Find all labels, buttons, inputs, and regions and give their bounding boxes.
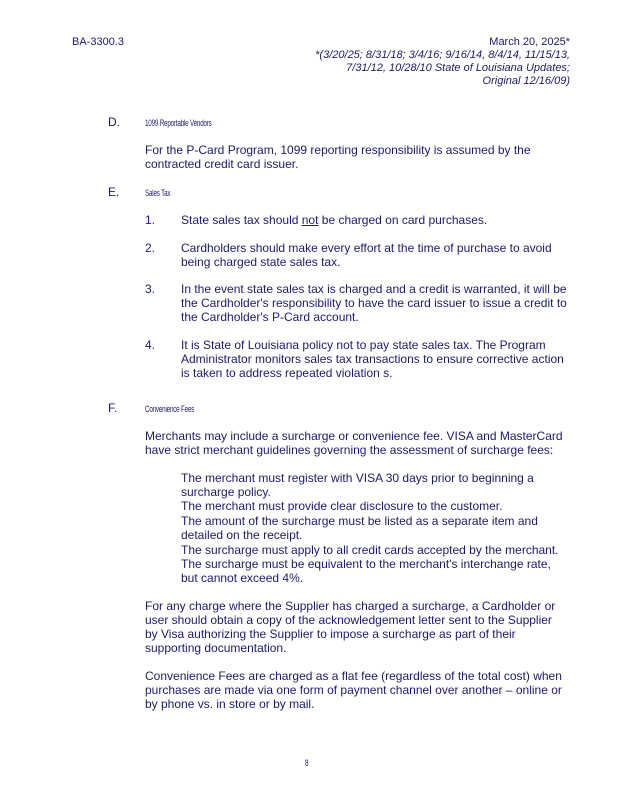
- paragraph-line: purchases are made via one form of payment channel over another – online or: [145, 683, 562, 697]
- list-item-line: the Cardholder's responsibility to have the card issuer to issue a credit to: [181, 296, 567, 310]
- paragraph-line: supporting documentation.: [145, 641, 287, 655]
- list-item-line: Administrator monitors sales tax transactions to ensure corrective action: [181, 352, 564, 366]
- section-f-letter: F.: [108, 401, 118, 415]
- list-number: 2.: [145, 241, 156, 255]
- revision-date: March 20, 2025*: [489, 36, 570, 48]
- bullet-item-line: The merchant must provide clear disclosure to the customer.: [181, 499, 503, 513]
- list-item-line: is taken to address repeated violation s.: [181, 366, 393, 380]
- section-e-title: [145, 185, 181, 200]
- update-history-line-2: 7/31/12, 10/28/10 State of Louisiana Updates;: [346, 62, 570, 74]
- bullet-item-line: but cannot exceed 4%.: [181, 571, 304, 585]
- paragraph-line: user should obtain a copy of the acknowledgement letter sent to the Supplier: [145, 613, 552, 627]
- list-item-line: Cardholders should make every effort at the time of purchase to avoid: [181, 241, 552, 255]
- section-f-intro-line-1: Merchants may include a surcharge or convenience fee. VISA and MasterCard: [145, 429, 563, 443]
- list-number: 1.: [145, 213, 156, 227]
- paragraph-line: Convenience Fees are charged as a flat fee (regardless of the total cost) when: [145, 669, 562, 683]
- section-e-letter: E.: [108, 185, 120, 199]
- list-number: 4.: [145, 338, 156, 352]
- section-d-title-text: 1099 Reportable Vendors: [145, 118, 212, 128]
- section-f-title: [145, 401, 215, 416]
- section-e-title-text: Sales Tax: [145, 188, 171, 198]
- section-f-intro-line-2: have strict merchant guidelines governing the assessment of surcharge fees:: [145, 443, 554, 457]
- document-id: BA-3300.3: [72, 36, 124, 48]
- bullet-item-line: The surcharge must be equivalent to the merchant's interchange rate,: [181, 557, 551, 571]
- bullet-item-line: surcharge policy.: [181, 485, 271, 499]
- section-d-text-line-1: For the P-Card Program, 1099 reporting responsibility is assumed by the: [145, 143, 531, 157]
- update-history-line-3: Original 12/16/09): [482, 75, 570, 87]
- paragraph-line: by Visa authorizing the Supplier to impose a surcharge as part of their: [145, 627, 516, 641]
- list-item-line: the Cardholder's P-Card account.: [181, 310, 359, 324]
- section-d-text-line-2: contracted credit card issuer.: [145, 157, 299, 171]
- section-d-title: [145, 115, 240, 130]
- list-number: 3.: [145, 282, 156, 296]
- list-item-line: being charged state sales tax.: [181, 255, 341, 269]
- bullet-item-line: The surcharge must apply to all credit cards accepted by the merchant.: [181, 543, 559, 557]
- emphasis-not: not: [301, 213, 319, 227]
- list-item-line: It is State of Louisiana policy not to pay state sales tax. The Program: [181, 338, 546, 352]
- bullet-item-line: The merchant must register with VISA 30 days prior to beginning a: [181, 471, 534, 485]
- list-item-line: In the event state sales tax is charged and a credit is warranted, it will be: [181, 282, 567, 296]
- paragraph-line: For any charge where the Supplier has charged a surcharge, a Cardholder or: [145, 599, 556, 613]
- page-number: 8: [305, 758, 309, 768]
- bullet-item-line: The amount of the surcharge must be listed as a separate item and: [181, 514, 538, 528]
- update-history-line-1: *(3/20/25; 8/31/18; 3/4/16; 9/16/14, 8/4/14, 11/15/13,: [315, 49, 570, 61]
- paragraph-line: by phone vs. in store or by mail.: [145, 697, 315, 711]
- section-d-letter: D.: [108, 115, 120, 129]
- section-f-title-text: Convenience Fees: [145, 404, 195, 414]
- bullet-item-line: detailed on the receipt.: [181, 528, 303, 542]
- list-item: State sales tax should not be charged on card purchases.: [181, 213, 488, 227]
